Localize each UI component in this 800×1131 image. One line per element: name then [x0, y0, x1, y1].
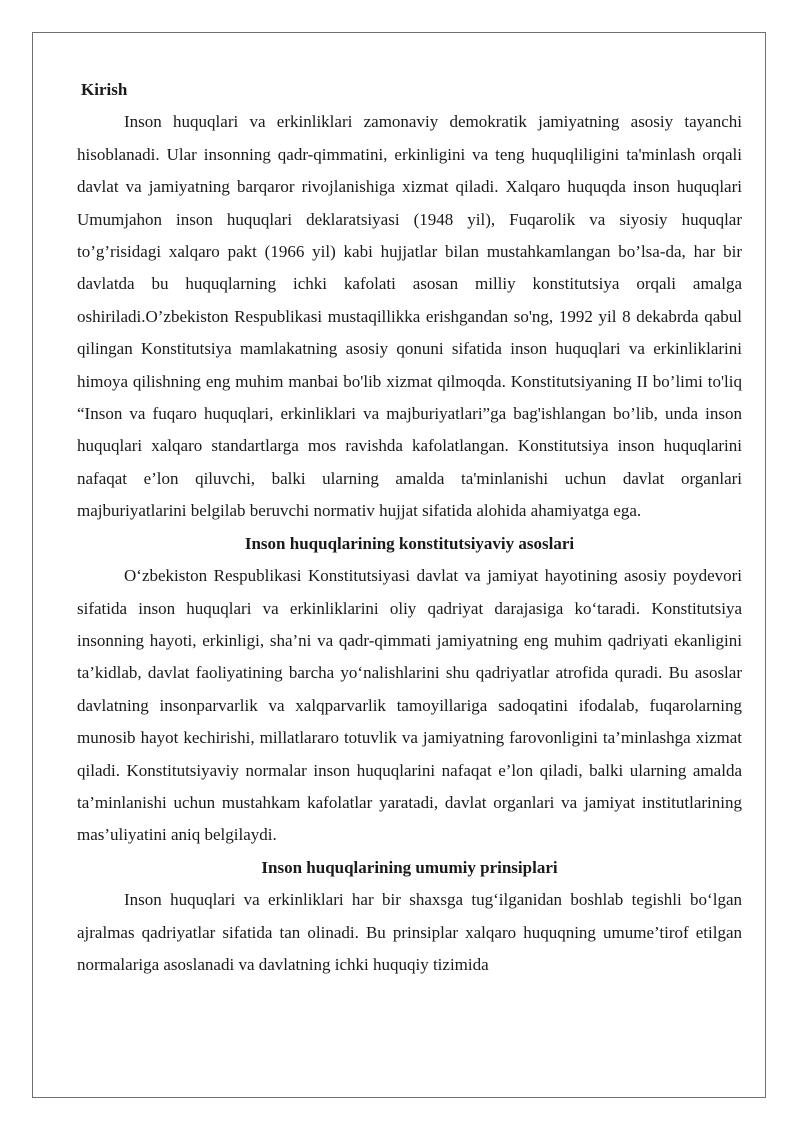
section-heading-introduction: Kirish [81, 80, 128, 99]
section-paragraph-general-principles: Inson huquqlari va erkinliklari har bir shaxsga tug‘ilganidan boshlab tegishli bo‘lgan ajralmas qadriyatlar sifatida tan olinadi. Bu prinsiplar xalqaro huquqning umume’tirof etilgan normalariga asoslanadi va davlatning ichki huquqiy tizimida [77, 890, 742, 974]
section-paragraph-constitutional-foundations: O‘zbekiston Respublikasi Konstitutsiyasi davlat va jamiyat hayotining asosiy poydevori sifatida inson huquqlari va erkinliklarini oliy qadriyat darajasiga ko‘taradi. Konstitutsiya insonning hayoti, erkinligi, sha’ni va qadr-qimmati jamiyatning eng muhim qadriyati ekanligini ta’kidlab, davlat faoliyatining barcha yo‘nalishlarini shu qadriyatlar atrofida quradi. Bu asoslar davlatning insonparvarlik va xalqparvarlik tamoyillariga sadoqatini ifodalab, fuqarolarning munosib hayot kechirishi, millatlararo totuvlik va jamiyatning farovonligini ta’minlashga xizmat qiladi. Konstitutsiyaviy normalar inson huquqlarini nafaqat e’lon qiladi, balki ularning amalda ta’minlanishi uchun mustahkam kafolatlar yaratadi, davlat organlari va jamiyat institutlarining mas’uliyatini aniq belgilaydi. [77, 566, 742, 845]
section-paragraph-introduction: Inson huquqlari va erkinliklari zamonaviy demokratik jamiyatning asosiy tayanchi hisoblanadi. Ular insonning qadr-qimmatini, erkinligini va teng huquqliligini ta'minlash orqali davlat va jamiyatning barqaror rivojlanishiga xizmat qiladi. Xalqaro huquqda inson huquqlari Umumjahon inson huquqlari deklaratsiyasi (1948 yil), Fuqarolik va siyosiy huquqlar to’g’risidagi xalqaro pakt (1966 yil) kabi hujjatlar bilan mustahkamlangan bo’lsa-da, har bir davlatda bu huquqlarning ichki kafolati asosan milliy konstitutsiya orqali amalga oshiriladi.O’zbekiston Respublikasi mustaqillikka erishgandan so'ng, 1992 yil 8 dekabrda qabul qilingan Konstitutsiya mamlakatning asosiy qonuni sifatida inson huquqlari va erkinliklarini himoya qilishning eng muhim manbai bo'lib xizmat qilmoqda. Konstitutsiyaning II bo’limi to'liq “Inson va fuqaro huquqlari, erkinliklari va majburiyatlari”ga bag'ishlangan bo’lib, unda inson huquqlari xalqaro standartlarga mos ravishda kafolatlangan. Konstitutsiya inson huquqlarini nafaqat e’lon qiluvchi, balki ularning amalda ta'minlanishi uchun davlat organlari majburiyatlarini belgilab beruvchi normativ hujjat sifatida alohida ahamiyatga ega. [77, 112, 742, 521]
section-heading-general-principles: Inson huquqlarining umumiy prinsiplari [261, 857, 558, 877]
document-body [77, 74, 742, 981]
section-heading-constitutional-foundations: Inson huquqlarining konstitutsiyaviy asoslari [244, 533, 575, 553]
